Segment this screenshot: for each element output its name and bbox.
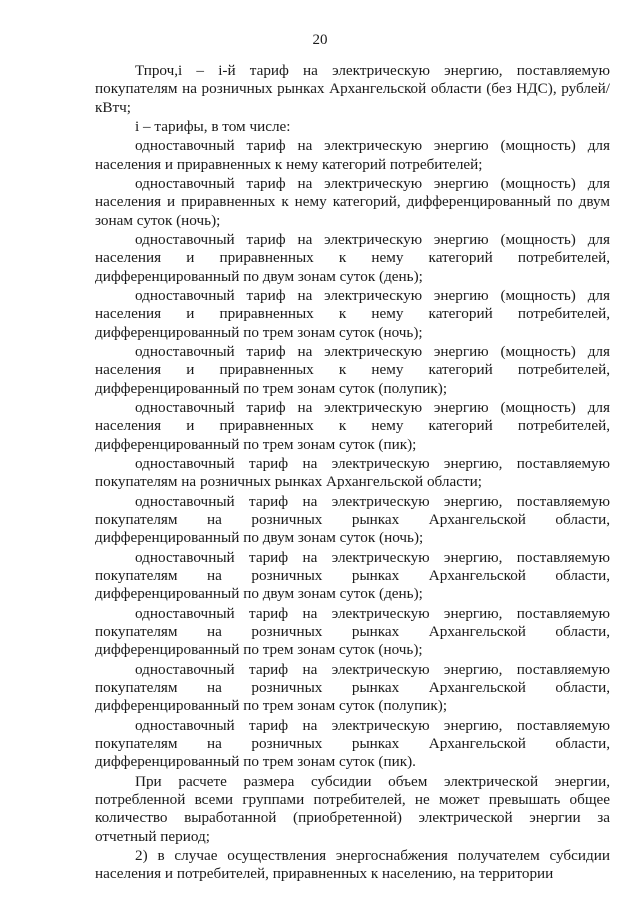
paragraph-tariff-population-two-zones-day: одноставочный тариф на электрическую энергию (мощность) для населения и приравненных к нему категорий потребителей, дифференцированный по двум зонам суток (день); — [95, 230, 610, 285]
page-number: 20 — [312, 32, 328, 48]
paragraph-tariff-population-two-zones-night: одноставочный тариф на электрическую энергию (мощность) для населения и приравненных к нему категорий, дифференцированный по двум зонам суток (ночь); — [95, 174, 610, 229]
paragraph-tariff-retail-three-zones-peak: одноставочный тариф на электрическую энергию, поставляемую покупателям на розничных рынках Архангельской области, дифференцированный по трем зонам суток (пик). — [95, 716, 610, 771]
paragraph-tariff-retail: одноставочный тариф на электрическую энергию, поставляемую покупателям на розничных рынках Архангельской области; — [95, 454, 610, 491]
paragraph-tariff-retail-three-zones-semipeak: одноставочный тариф на электрическую энергию, поставляемую покупателям на розничных рынках Архангельской области, дифференцированный по трем зонам суток (полупик); — [95, 660, 610, 715]
paragraph-tariff-population-three-zones-night: одноставочный тариф на электрическую энергию (мощность) для населения и приравненных к нему категорий потребителей, дифференцированный по трем зонам суток (ночь); — [95, 286, 610, 341]
paragraph-tariffs-intro: i – тарифы, в том числе: — [135, 118, 291, 136]
paragraph-tariff-retail-three-zones-night: одноставочный тариф на электрическую энергию, поставляемую покупателям на розничных рынках Архангельской области, дифференцированный по трем зонам суток (ночь); — [95, 604, 610, 659]
paragraph-tproch-definition: Тпроч,i – i-й тариф на электрическую энергию, поставляемую покупателям на розничных рынках Архангельской области (без НДС), рублей/кВтч; — [95, 62, 610, 116]
paragraph-tariff-population: одноставочный тариф на электрическую энергию (мощность) для населения и приравненных к нему категорий потребителей; — [95, 137, 610, 173]
document-body — [95, 62, 610, 885]
paragraph-item-2: 2) в случае осуществления энергоснабжения получателем субсидии населения и потребителей, приравненных к населению, на территории — [95, 847, 610, 883]
paragraph-tariff-retail-two-zones-night: одноставочный тариф на электрическую энергию, поставляемую покупателям на розничных рынках Архангельской области, дифференцированный по двум зонам суток (ночь); — [95, 492, 610, 547]
paragraph-tariff-population-three-zones-semipeak: одноставочный тариф на электрическую энергию (мощность) для населения и приравненных к нему категорий потребителей, дифференцированный по трем зонам суток (полупик); — [95, 342, 610, 397]
paragraph-tariff-retail-two-zones-day: одноставочный тариф на электрическую энергию, поставляемую покупателям на розничных рынках Архангельской области, дифференцированный по двум зонам суток (день); — [95, 548, 610, 603]
paragraph-subsidy-volume-limit: При расчете размера субсидии объем электрической энергии, потребленной всеми группами потребителей, не может превышать общее количество выработанной (приобретенной) электрической энергии за отчетный период; — [95, 772, 610, 845]
paragraph-tariff-population-three-zones-peak: одноставочный тариф на электрическую энергию (мощность) для населения и приравненных к нему категорий потребителей, дифференцированный по трем зонам суток (пик); — [95, 398, 610, 453]
